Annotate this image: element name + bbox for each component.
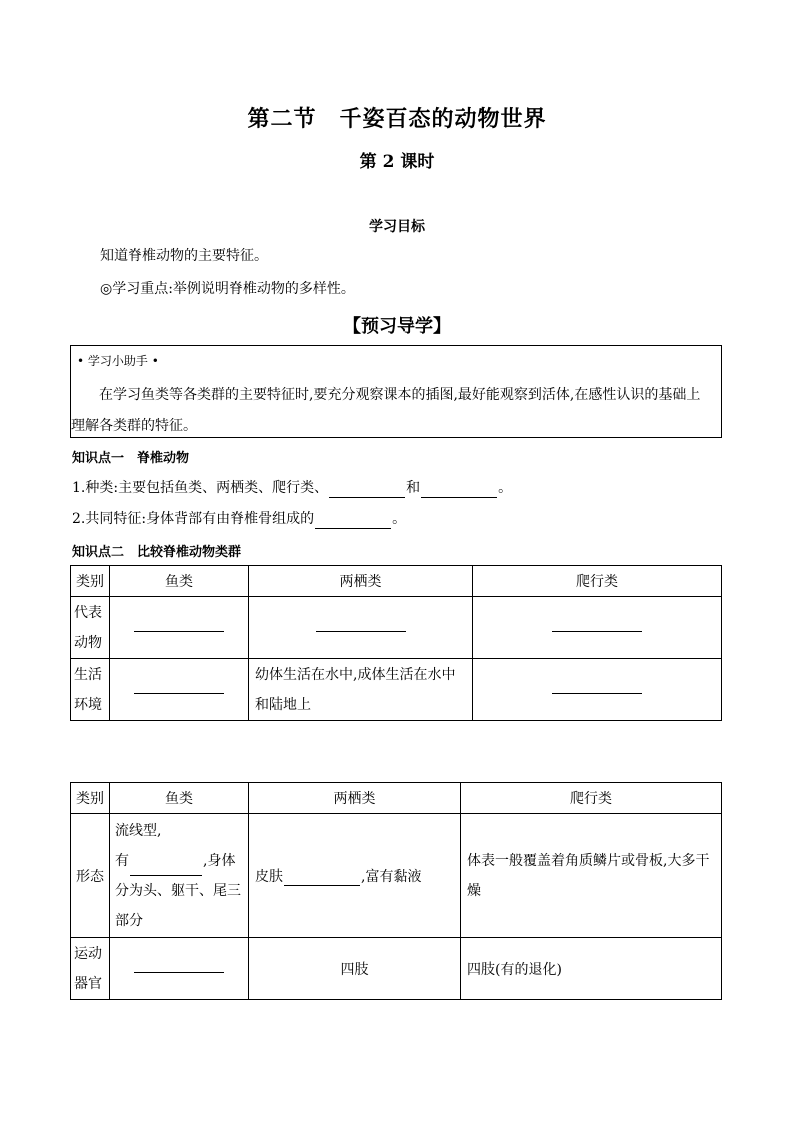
- fish-form-body: ,身体: [203, 852, 236, 869]
- comparison-table-2: [70, 782, 722, 1000]
- header-amphibian: 两栖类: [249, 783, 461, 814]
- amphibian-form-cell: [249, 814, 461, 938]
- reptile-form-cell: 体表一般覆盖着角质鳞片或骨板,大多干燥: [461, 814, 722, 938]
- goals-heading: 学习目标: [369, 219, 425, 235]
- row-label-form: 形态: [71, 814, 110, 938]
- answer-blank[interactable]: [315, 514, 391, 529]
- q1-text: 1.种类:主要包括鱼类、两栖类、爬行类、: [72, 480, 329, 496]
- helper-text-line2: 理解各类群的特征。: [71, 418, 197, 434]
- fish-form-line4: 部分: [115, 912, 143, 929]
- amphibian-motion-cell: 四肢: [249, 938, 461, 1000]
- header-amphibian: 两栖类: [249, 566, 473, 597]
- q1-and: 和: [406, 480, 421, 496]
- fish-form-cell: [110, 814, 249, 938]
- reptile-motion-cell: 四肢(有的退化): [461, 938, 722, 1000]
- q2-text: 2.共同特征:身体背部有由脊椎骨组成的: [72, 511, 315, 527]
- fish-habitat-cell: [110, 659, 249, 721]
- fish-representative-cell: [110, 597, 249, 659]
- answer-blank[interactable]: [284, 871, 360, 886]
- header-reptile: 爬行类: [461, 783, 722, 814]
- fish-form-have: 有: [115, 852, 129, 869]
- answer-blank[interactable]: [329, 483, 405, 498]
- row-label-representative: 代表动物: [71, 597, 110, 659]
- amph-skin: 皮肤: [255, 868, 283, 885]
- kp1-question2: [72, 509, 406, 529]
- goal-focus-item: ◎学习重点:举例说明脊椎动物的多样性。: [100, 281, 355, 297]
- kp1-question1: [72, 478, 512, 498]
- preview-heading: 【预习导学】: [343, 316, 451, 337]
- answer-blank[interactable]: [134, 971, 224, 973]
- helper-box: [70, 345, 722, 438]
- amphibian-representative-cell: [249, 597, 473, 659]
- answer-blank[interactable]: [421, 483, 497, 498]
- answer-blank[interactable]: [316, 630, 406, 632]
- header-reptile: 爬行类: [473, 566, 722, 597]
- page-title: 第二节 千姿百态的动物世界: [247, 106, 547, 132]
- q2-end: 。: [392, 511, 407, 527]
- fish-motion-cell: [110, 938, 249, 1000]
- answer-blank[interactable]: [552, 630, 642, 632]
- lesson-subtitle: 第 2 课时: [359, 152, 435, 172]
- comparison-table-1: [70, 565, 722, 721]
- helper-text-line1: 在学习鱼类等各类群的主要特征时,要充分观察课本的插图,最好能观察到活体,在感性认识的基础上: [99, 387, 701, 403]
- goal-item: 知道脊椎动物的主要特征。: [100, 248, 268, 264]
- row-label-habitat: 生活环境: [71, 659, 110, 721]
- kp1-heading: 知识点一 脊椎动物: [72, 451, 190, 466]
- header-category: 类别: [71, 566, 110, 597]
- amphibian-habitat-cell: 幼体生活在水中,成体生活在水中和陆地上: [249, 659, 473, 721]
- helper-title: • 学习小助手 •: [77, 354, 159, 368]
- row-label-motion-organ: 运动器官: [71, 938, 110, 1000]
- answer-blank[interactable]: [552, 692, 642, 694]
- answer-blank[interactable]: [134, 692, 224, 694]
- header-category: 类别: [71, 783, 110, 814]
- header-fish: 鱼类: [110, 566, 249, 597]
- reptile-habitat-cell: [473, 659, 722, 721]
- fish-form-line1: 流线型,: [115, 822, 162, 839]
- header-fish: 鱼类: [110, 783, 249, 814]
- answer-blank[interactable]: [130, 861, 202, 876]
- kp2-heading: 知识点二 比较脊椎动物类群: [72, 545, 242, 560]
- fish-form-line3: 分为头、躯干、尾三: [115, 882, 241, 899]
- amph-mucus: ,富有黏液: [361, 868, 422, 885]
- reptile-representative-cell: [473, 597, 722, 659]
- answer-blank[interactable]: [134, 630, 224, 632]
- q1-end: 。: [498, 480, 513, 496]
- fish-form-line2: [115, 846, 243, 876]
